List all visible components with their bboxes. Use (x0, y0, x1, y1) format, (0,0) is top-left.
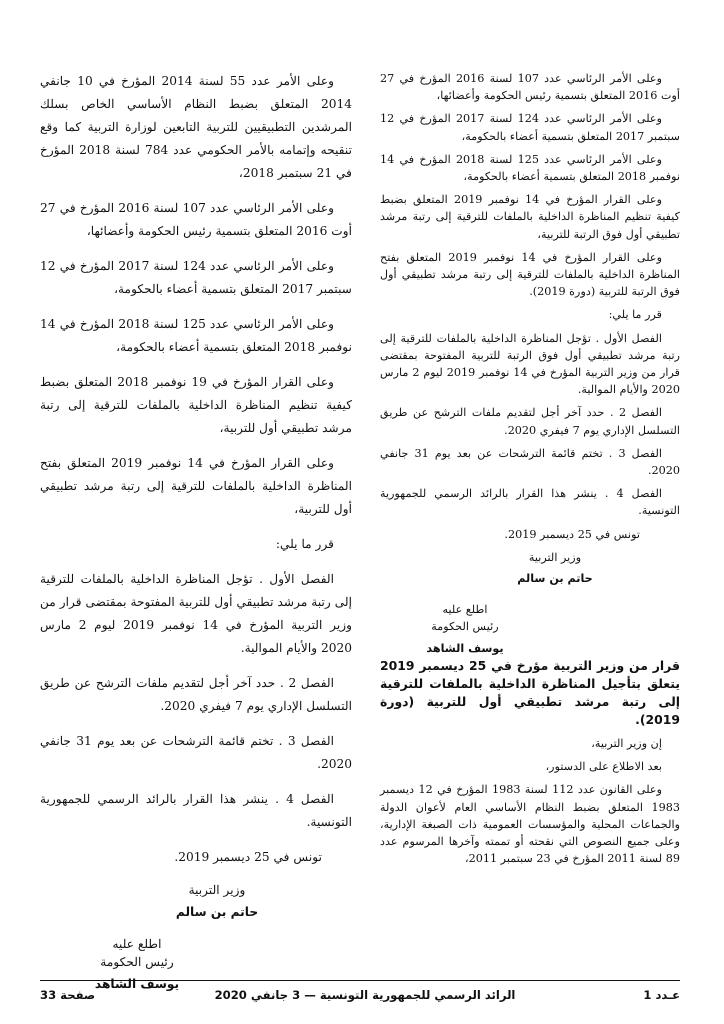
right-seen: اطلع عليه (442, 603, 488, 617)
right-pm-signature (400, 601, 530, 657)
left-paragraph-5: وعلى القرار المؤرخ في 19 نوفمبر 2018 المتعلق بضبط كيفية تنظيم المناظرة الداخلية بالملفات للترقية إلى رتبة مرشد تطبيقي أول للتربية، (40, 375, 352, 435)
left-paragraph-1: وعلى الأمر عدد 55 لسنة 2014 المؤرخ في 10 جانفي 2014 المتعلق بضبط النظام الأساسي الخاص بسلك المرشدين التطبيقيين للتربية التابعين لوزارة التربية كما وقع تنقيحه وإتمامه بالأمر الحكومي عدد 784 لسنة 2018 المؤرخ في 21 سبتمبر 2018، (40, 74, 352, 180)
left-paragraph-4: وعلى الأمر الرئاسي عدد 125 لسنة 2018 المؤرخ في 14 نوفمبر 2018 المتعلق بتسمية أعضاء بالحكومة، (40, 317, 352, 354)
right-minister-name: حاتم بن سالم (517, 572, 593, 586)
decree-constitution: بعد الاطلاع على الدستور، (545, 760, 662, 774)
right-paragraph-3: وعلى الأمر الرئاسي عدد 125 لسنة 2018 المؤرخ في 14 نوفمبر 2018 المتعلق بتسمية أعضاء بالحكومة، (380, 152, 680, 184)
left-paragraph-3: وعلى الأمر الرئاسي عدد 124 لسنة 2017 المؤرخ في 12 سبتمبر 2017 المتعلق بتسمية أعضاء بالحكومة، (40, 259, 352, 296)
right-article-4: الفصل 4 . ينشر هذا القرار بالرائد الرسمي للجمهورية التونسية. (380, 487, 680, 518)
right-minister-title: وزير التربية (528, 550, 582, 564)
left-minister-signature (152, 881, 282, 921)
right-paragraph-5: وعلى القرار المؤرخ في 14 نوفمبر 2019 المتعلق بفتح المناظرة الداخلية بالملفات للترقية إلى رتبة مرشد تطبيقي أول فوق الرتبة للتربية (دورة 2019). (380, 250, 680, 299)
left-pm-title: رئيس الحكومة (100, 955, 174, 969)
right-article-2: الفصل 2 . حدد آخر أجل لتقديم ملفات الترشح عن طريق التسلسل الإداري يوم 7 فيفري 2020. (380, 406, 680, 437)
journal-title: الرائد الرسمي للجمهورية التونسية — 3 جانفي 2020 (214, 988, 516, 1002)
decree-law: وعلى القانون عدد 112 لسنة 1983 المؤرخ في 12 ديسمبر 1983 المتعلق بضبط النظام الأساسي العام لأعوان الدولة والجماعات المحلية والمؤسسات العمومية ذات الصبغة الإدارية، وعلى جميع النصوص التي نقحته أو تممته وآخرها المرسوم عدد 89 لسنة 2011 المؤرخ في 23 سبتمبر 2011، (380, 783, 680, 866)
left-seen: اطلع عليه (112, 937, 162, 951)
left-article-3: الفصل 3 . تختم قائمة الترشحات عن بعد يوم 31 جانفي 2020. (40, 734, 352, 771)
right-minister-signature (490, 549, 620, 587)
left-pm-signature (72, 935, 202, 993)
left-date: تونس في 25 ديسمبر 2019. (174, 850, 322, 864)
right-date: تونس في 25 ديسمبر 2019. (504, 527, 640, 541)
decree-title: قرار من وزير التربية مؤرخ في 25 ديسمبر 2019 يتعلق بتأجيل المناظرة الداخلية بالملفات للترقية إلى رتبة مرشد تطبيقي أول للتربية (دورة 2019). (380, 657, 680, 727)
right-pm-title: رئيس الحكومة (431, 620, 499, 634)
right-paragraph-1: وعلى الأمر الرئاسي عدد 107 لسنة 2016 المؤرخ في 27 أوت 2016 المتعلق بتسمية رئيس الحكومة وأعضائها، (380, 72, 680, 103)
left-decision-heading: قرر ما يلي: (275, 537, 334, 551)
left-paragraph-2: وعلى الأمر الرئاسي عدد 107 لسنة 2016 المؤرخ في 27 أوت 2016 المتعلق بتسمية رئيس الحكومة وأعضائها، (40, 201, 352, 238)
footer-divider (40, 980, 680, 981)
right-column (380, 70, 680, 873)
left-column (40, 70, 352, 993)
right-article-1: الفصل الأول . تؤجل المناظرة الداخلية بالملفات للترقية إلى رتبة مرشد تطبيقي أول فوق الرتبة للتربية المفتوحة بمقتضى قرار من وزير التربية المؤرخ في 14 نوفمبر 2019 ليوم 2 مارس 2020 والأيام الموالية. (380, 331, 680, 397)
decree-intro: إن وزير التربية، (591, 736, 662, 750)
right-paragraph-4: وعلى القرار المؤرخ في 14 نوفمبر 2019 المتعلق بضبط كيفية تنظيم المناظرة الداخلية بالملفات للترقية إلى رتبة مرشد تطبيقي أول فوق الرتبة للتربية، (380, 193, 680, 241)
right-pm-name: يوسف الشاهد (426, 641, 504, 655)
left-article-1: الفصل الأول . تؤجل المناظرة الداخلية بالملفات للترقية إلى رتبة مرشد تطبيقي أول للتربية المفتوحة بمقتضى قرار من وزير التربية المؤرخ في 14 نوفمبر 2019 ليوم 2 مارس 2020 والأيام الموالية. (40, 572, 352, 655)
left-article-4: الفصل 4 . ينشر هذا القرار بالرائد الرسمي للجمهورية التونسية. (40, 792, 352, 829)
left-minister-name: حاتم بن سالم (175, 905, 259, 919)
left-paragraph-6: وعلى القرار المؤرخ في 14 نوفمبر 2019 المتعلق بفتح المناظرة الداخلية بالملفات للترقية إلى رتبة مرشد تطبيقي أول للتربية، (40, 456, 352, 516)
left-minister-title: وزير التربية (188, 883, 246, 897)
right-decision-heading: قرر ما يلي: (608, 308, 662, 322)
page-number: صفحة 33 (40, 988, 96, 1002)
left-pm-name: يوسف الشاهد (94, 977, 180, 991)
right-paragraph-2: وعلى الأمر الرئاسي عدد 124 لسنة 2017 المؤرخ في 12 سبتمبر 2017 المتعلق بتسمية أعضاء بالحكومة، (380, 112, 680, 143)
left-article-2: الفصل 2 . حدد آخر أجل لتقديم ملفات الترشح عن طريق التسلسل الإداري يوم 7 فيفري 2020. (40, 676, 352, 713)
issue-number: عـدد 1 (643, 988, 680, 1002)
right-article-3: الفصل 3 . تختم قائمة الترشحات عن بعد يوم 31 جانفي 2020. (380, 446, 680, 478)
